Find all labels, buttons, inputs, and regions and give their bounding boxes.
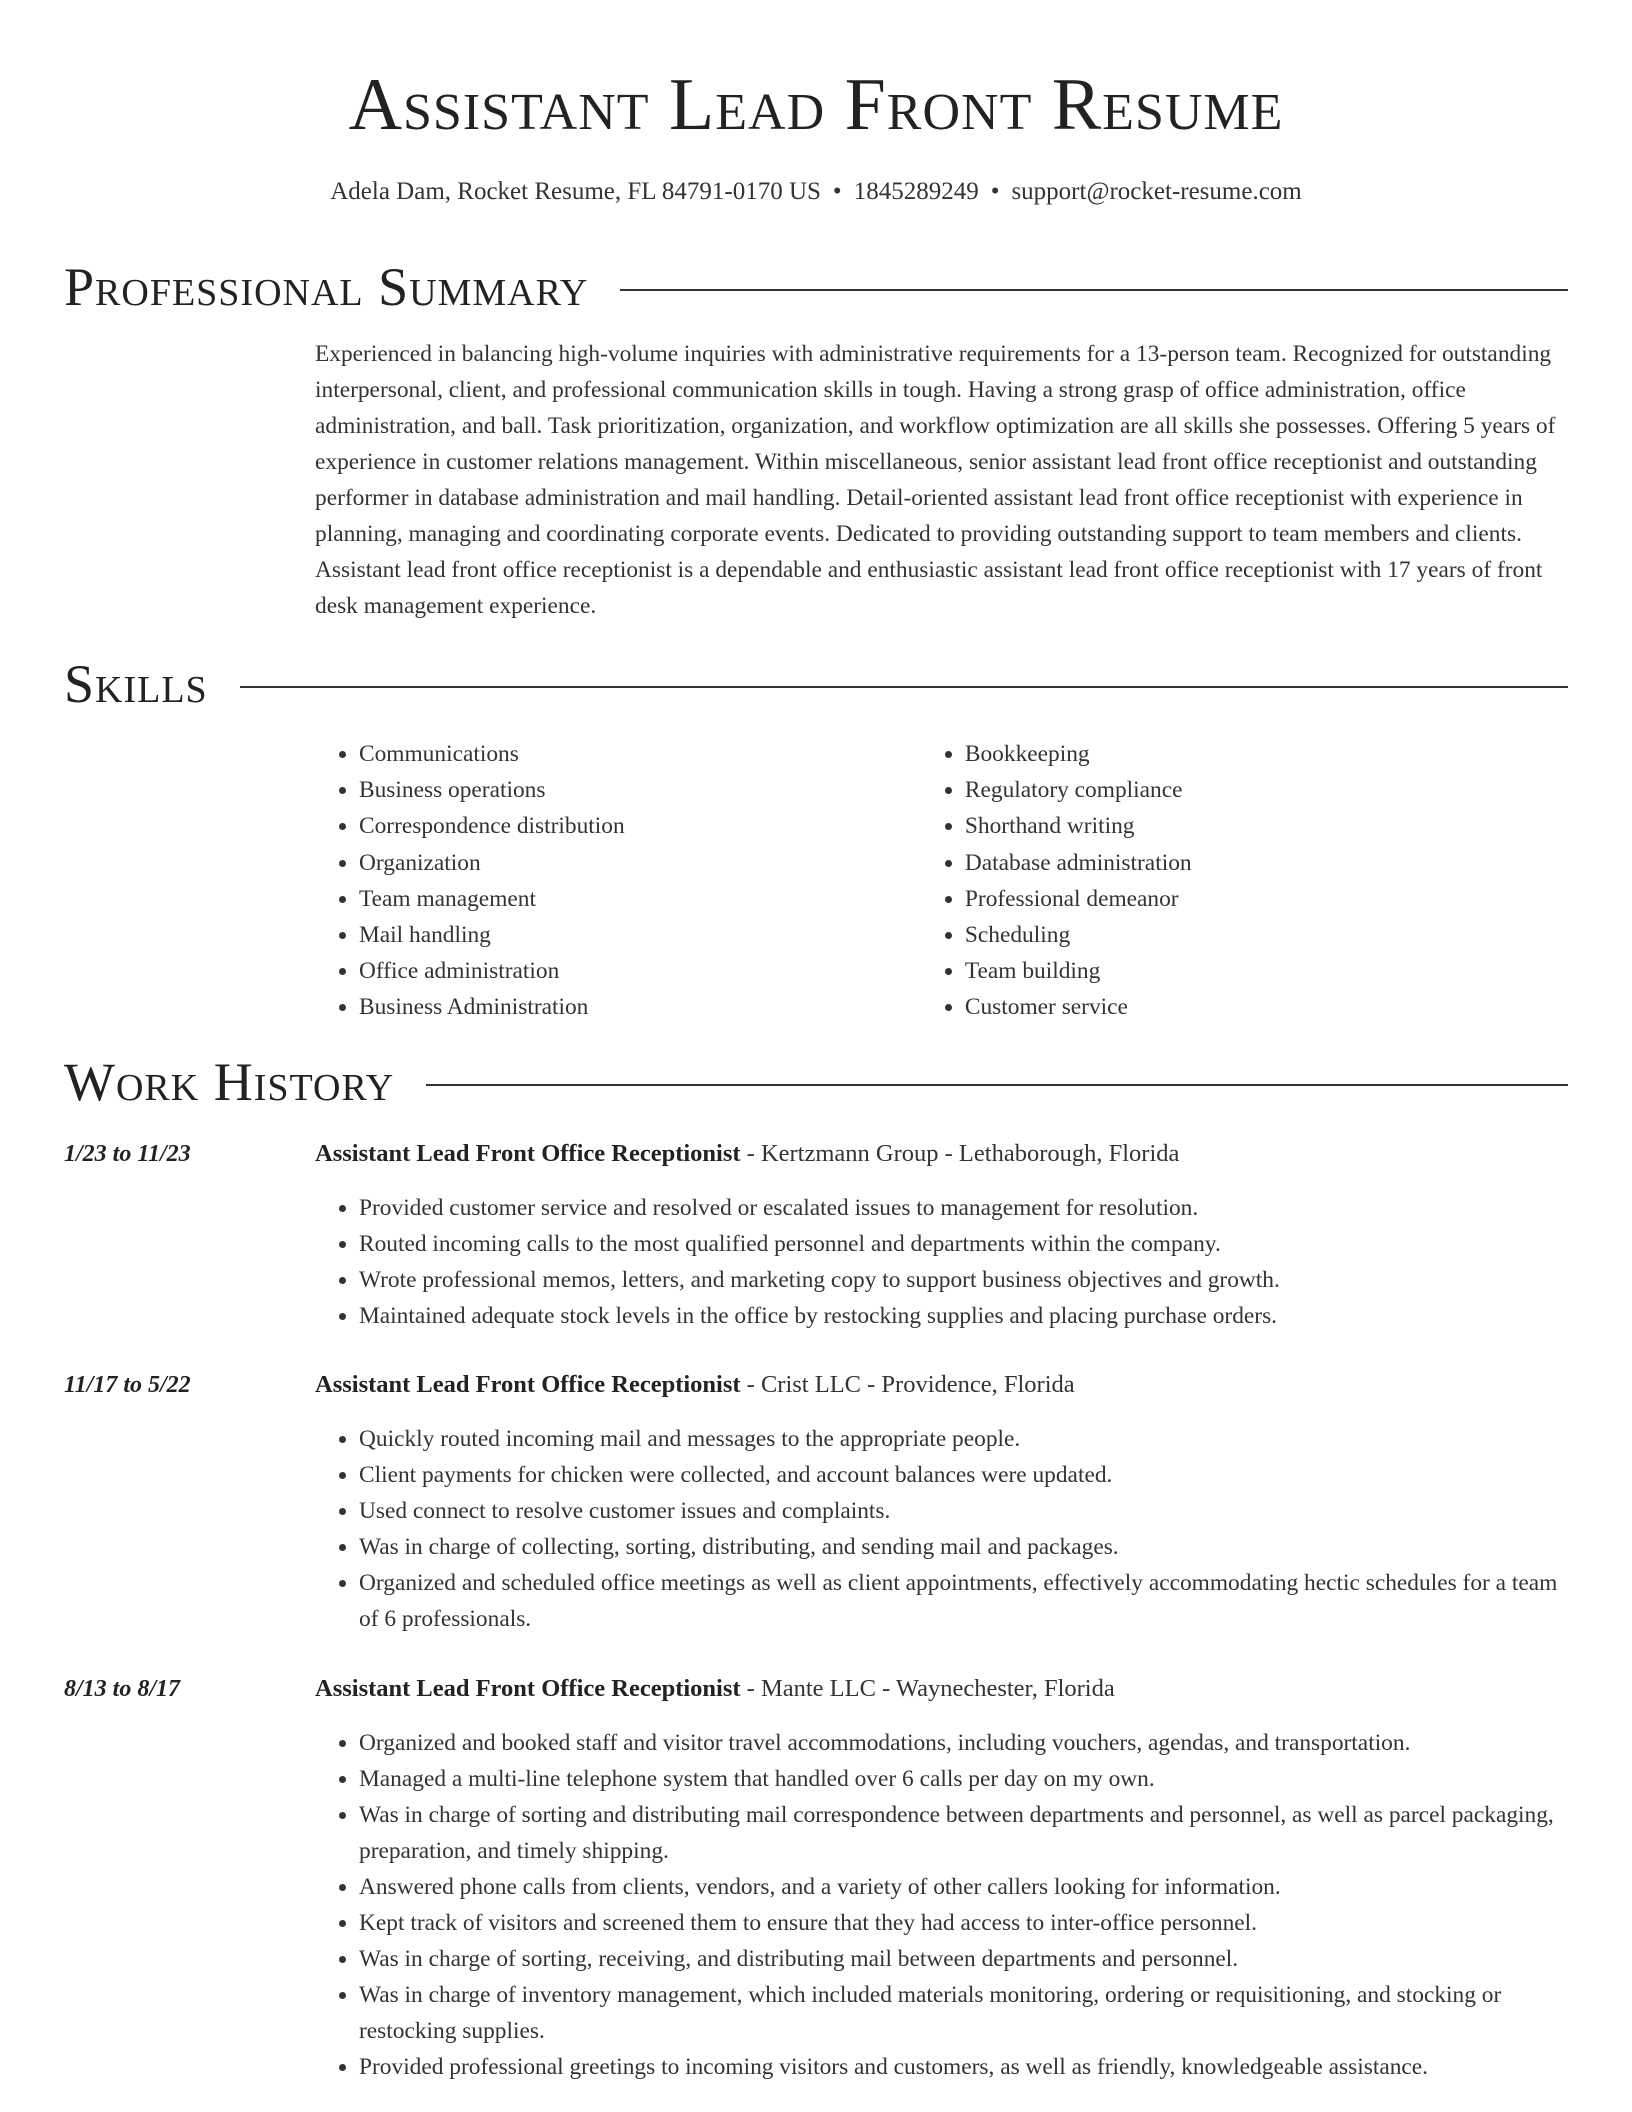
contact-address: Adela Dam, Rocket Resume, FL 84791-0170 US (330, 178, 821, 205)
skill-item: • Professional demeanor (965, 881, 1570, 917)
section-divider (240, 686, 1568, 688)
job-employer: - Mante LLC - Waynechester, Florida (740, 1675, 1115, 1702)
summary-text: Experienced in balancing high-volume inquiries with administrative requirements for a 13-person team. Recognized for outstanding interpersonal, client, and professional communication skills in tough. Having a strong grasp of office administration, office administration, and ball. Task prioritization, organization, and workflow optimization are all skills she possesses. Offering 5 years of experience in customer relations management. Within miscellaneous, senior assistant lead front office receptionist and outstanding performer in database administration and mail handling. Detail-oriented assistant lead front office receptionist with experience in planning, managing and coordinating corporate events. Dedicated to providing outstanding support to team members and clients. Assistant lead front office receptionist is a dependable and enthusiastic assistant lead front office receptionist with 17 years of front desk management experience. (315, 341, 1556, 619)
job-duty: • Wrote professional memos, letters, and marketing copy to support business objectives and growth. (359, 1262, 1570, 1298)
skill-item: • Business operations (359, 772, 921, 808)
job-duty: • Was in charge of collecting, sorting, distributing, and sending mail and packages. (359, 1529, 1570, 1565)
job-duty: • Kept track of visitors and screened them to ensure that they had access to inter-office personnel. (359, 1905, 1570, 1941)
job-title: Assistant Lead Front Office Receptionist (315, 1140, 741, 1167)
job-employer: - Kertzmann Group - Lethaborough, Florida (740, 1140, 1180, 1167)
job-dates: 8/13 to 8/17 (64, 1676, 181, 1702)
job-duty: • Used connect to resolve customer issues and complaints. (359, 1493, 1570, 1529)
job-title: Assistant Lead Front Office Receptionist (315, 1371, 741, 1398)
skill-item: • Regulatory compliance (965, 772, 1570, 808)
skill-item: • Office administration (359, 953, 921, 989)
skill-item: • Bookkeeping (965, 736, 1570, 772)
skills-column-right (921, 736, 1570, 1026)
job-heading (315, 1671, 1570, 1707)
job-duties (315, 1421, 1570, 1637)
job-duty: • Provided professional greetings to incoming visitors and customers, as well as friendly, knowledgeable assistance. (359, 2049, 1570, 2085)
job-duty: • Maintained adequate stock levels in the office by restocking supplies and placing purchase orders. (359, 1298, 1570, 1334)
job-duty: • Managed a multi-line telephone system that handled over 6 calls per day on my own. (359, 1761, 1570, 1797)
job-duty: • Organized and scheduled office meetings as well as client appointments, effectively accommodating hectic schedules for a team of 6 professionals. (359, 1565, 1570, 1637)
skills-section-header (64, 653, 1568, 715)
job-duty: • Was in charge of inventory management, which included materials monitoring, ordering or requisitioning, and stocking or restocking supplies. (359, 1977, 1570, 2049)
job-title: Assistant Lead Front Office Receptionist (315, 1675, 741, 1702)
job-duty: • Was in charge of sorting, receiving, and distributing mail between departments and personnel. (359, 1941, 1570, 1977)
skill-item: • Team management (359, 881, 921, 917)
work-heading: Work History (64, 1052, 395, 1112)
job-duty: • Client payments for chicken were collected, and account balances were updated. (359, 1457, 1570, 1493)
skills-list (315, 736, 1570, 1026)
skills-heading: Skills (64, 654, 208, 714)
job-heading (315, 1367, 1570, 1403)
resume-title: Assistant Lead Front Resume (348, 64, 1284, 146)
skill-item: • Communications (359, 736, 921, 772)
contact-phone: 1845289249 (853, 178, 979, 205)
work-section-header (64, 1051, 1568, 1113)
contact-separator: • (990, 178, 1000, 205)
skill-item: • Team building (965, 953, 1570, 989)
skill-item: • Scheduling (965, 917, 1570, 953)
job-duty: • Was in charge of sorting and distributing mail correspondence between departments and personnel, as well as parcel packaging, preparation, and timely shipping. (359, 1797, 1570, 1869)
summary-heading: Professional Summary (64, 257, 589, 317)
job-duty: • Provided customer service and resolved or escalated issues to management for resolution. (359, 1190, 1570, 1226)
contact-email: support@rocket-resume.com (1011, 178, 1302, 205)
section-divider (426, 1084, 1568, 1086)
job-dates: 11/17 to 5/22 (64, 1372, 191, 1398)
job-duty: • Routed incoming calls to the most qualified personnel and departments within the company. (359, 1226, 1570, 1262)
section-divider (620, 289, 1568, 291)
job-duties (315, 1725, 1570, 2085)
skill-item: • Database administration (965, 845, 1570, 881)
skill-item: • Organization (359, 845, 921, 881)
contact-separator: • (832, 178, 842, 205)
job-employer: - Crist LLC - Providence, Florida (740, 1371, 1075, 1398)
job-duties (315, 1190, 1570, 1334)
skill-item: • Business Administration (359, 989, 921, 1025)
skills-column-left (315, 736, 921, 1026)
job-duty: • Organized and booked staff and visitor travel accommodations, including vouchers, agendas, and transportation. (359, 1725, 1570, 1761)
skill-item: • Mail handling (359, 917, 921, 953)
job-duty: • Answered phone calls from clients, vendors, and a variety of other callers looking for information. (359, 1869, 1570, 1905)
job-duty: • Quickly routed incoming mail and messages to the appropriate people. (359, 1421, 1570, 1457)
skill-item: • Shorthand writing (965, 808, 1570, 844)
contact-line (0, 174, 1632, 210)
job-heading (315, 1136, 1570, 1172)
summary-section-header (64, 256, 1568, 318)
skill-item: • Customer service (965, 989, 1570, 1025)
skill-item: • Correspondence distribution (359, 808, 921, 844)
job-dates: 1/23 to 11/23 (64, 1141, 191, 1167)
